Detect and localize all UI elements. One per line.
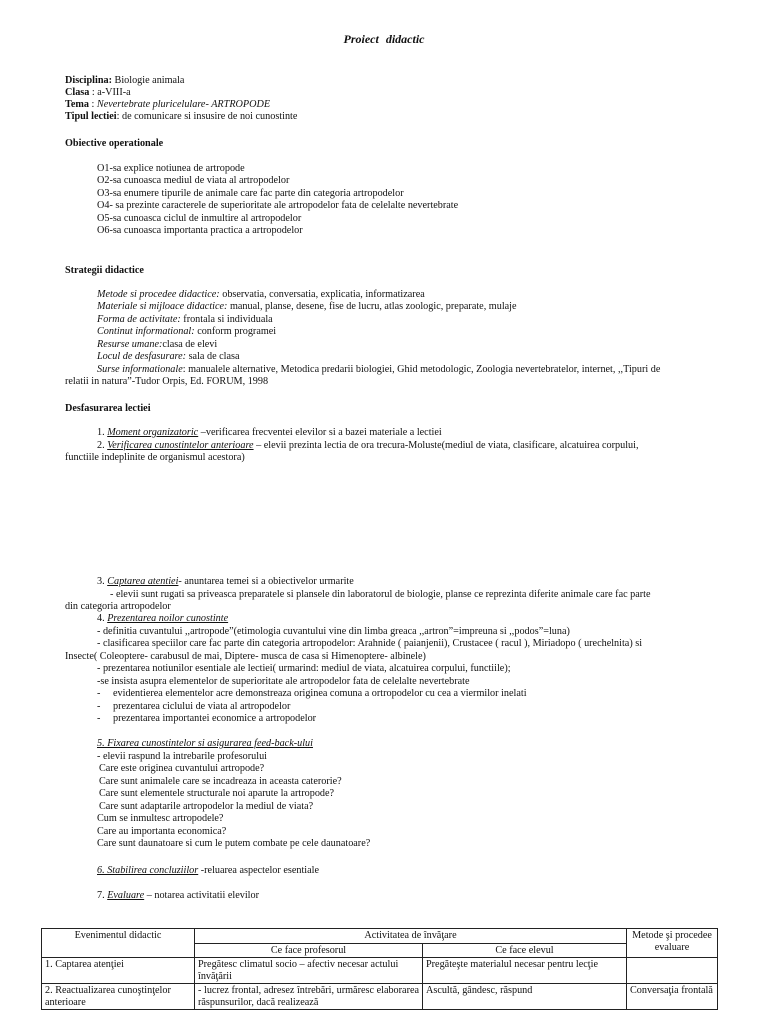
step-title: 6. Stabilirea concluziilor [97, 865, 199, 876]
step-5-title: 5. Fixarea cunostintelor si asigurarea feed-back-ului [97, 738, 313, 749]
bullet-item: - [97, 688, 101, 699]
strategy-sources-cont: relatii in natura”-Tudor Orpis, Ed. FORUM, 1998 [65, 376, 269, 387]
strategy-value: manual, planse, desene, fise de lucru, atlas zoologic, preparate, mulaje [227, 301, 517, 312]
tema-line [65, 99, 270, 112]
strategies-heading: Strategii didactice [65, 265, 144, 276]
objective-6: O6-sa cunoasca importanta practica a artropodelor [97, 225, 303, 236]
disciplina-label: Disciplina: [65, 75, 112, 86]
strategy-label: Resurse umane: [97, 339, 163, 350]
strategy-label: Locul de desfasurare: [97, 351, 187, 362]
step-number: 2. [97, 440, 108, 451]
step-number: 4. [97, 613, 108, 624]
bullet-text: prezentarea ciclului de viata al artropodelor [113, 701, 291, 712]
question: Cum se inmultesc artropodele? [97, 813, 224, 824]
step-4-line: Insecte( Coleoptere- carabusul de mai, Diptere- musca de casa si Himenoptere- albinele) [65, 651, 426, 662]
header-activity: Activitatea de învăţare [195, 929, 627, 944]
table-row [42, 958, 718, 984]
step-3-line-3: din categoria artropodelor [65, 601, 171, 612]
strategy-content [97, 326, 276, 339]
question: Care este originea cuvantului artropode? [99, 763, 265, 774]
cell-teacher: - lucrez frontal, adresez întrebări, urmăresc elaborarea răspunsurilor, dacă realizează [195, 984, 423, 1010]
disciplina-value: Biologie animala [111, 75, 185, 86]
strategy-label: Materiale si mijloace didactice: [97, 301, 228, 312]
cell-student: Ascultă, gândesc, răspund [423, 984, 627, 1010]
strategy-value: observatia, conversatia, explicatia, informatizarea [219, 289, 425, 300]
strategy-sources [97, 364, 660, 377]
step-3-line-2: - elevii sunt rugati sa priveasca preparatele si plansele din laboratorul de biologie, planse ce reprezinta diferite animale care fac parte [110, 589, 651, 600]
lesson-heading: Desfasurarea lectiei [65, 403, 151, 414]
strategy-label: Continut informational: [97, 326, 195, 337]
step-number: 1. [97, 427, 108, 438]
step-text: – elevii prezinta lectia de ora trecura-Moluste(mediul de viata, clasificare, alcatuirea corpului, [253, 440, 639, 451]
bullet-item: - [97, 701, 101, 712]
step-4-line: -se insista asupra elementelor de superioritate ale artropodelor fata de celelalte nevertebrate [97, 676, 470, 687]
strategy-location [97, 351, 240, 364]
objective-2: O2-sa cunoasca mediul de viata al artropodelor [97, 175, 290, 186]
table-header-row [42, 929, 718, 944]
cell-event: 2. Reactualizarea cunoştinţelor anterioare [42, 984, 195, 1010]
tipul-label: Tipul lectiei [65, 111, 117, 122]
cell-methods [627, 958, 718, 984]
strategy-value: : manualele alternative, Metodica predarii biologiei, Ghid metodologic, Zoologia nevertebratelor, internet, ,,Tipuri de [182, 364, 661, 375]
step-title: Moment organizatoric [107, 427, 199, 438]
strategy-materials [97, 301, 517, 314]
step-number: 3. [97, 576, 108, 587]
strategy-value: sala de clasa [186, 351, 240, 362]
step-4-line: - definitia cuvantului ,,artropode”(etimologia cuvantului vine din limba greaca ,,artron”=impreuna si ,,podos”=luna) [97, 626, 570, 637]
strategy-methods [97, 289, 425, 302]
step-number: 7. [97, 890, 108, 901]
objective-5: O5-sa cunoasca ciclul de inmultire al artropodelor [97, 213, 302, 224]
header-student: Ce face elevul [423, 943, 627, 958]
step-text: – notarea activitatii elevilor [144, 890, 259, 901]
step-7 [97, 890, 259, 903]
disciplina-line [65, 75, 184, 88]
question: Care sunt animalele care se incadreaza in aceasta caterorie? [99, 776, 342, 787]
header-teacher: Ce face profesorul [195, 943, 423, 958]
question: Care sunt daunatoare si cum le putem combate pe cele daunatoare? [97, 838, 371, 849]
objective-3: O3-sa enumere tipurile de animale care fac parte din categoria artropodelor [97, 188, 404, 199]
page-title: Proiect didactic [343, 32, 425, 46]
step-6 [97, 865, 319, 878]
step-4-line: - clasificarea speciilor care fac parte din categoria artropodelor: Arahnide ( paianjenii), Crustacee ( racul ), Miriadopo ( urechelnita) si [97, 638, 643, 649]
strategy-value: frontala si individuala [180, 314, 273, 325]
objective-4: O4- sa prezinte caracterele de superioritate ale artropodelor fata de celelalte nevertebrate [97, 200, 459, 211]
header-event: Evenimentul didactic [42, 929, 195, 958]
bullet-text: prezentarea importantei economice a artropodelor [113, 713, 317, 724]
cell-student: Pregăteşte materialul necesar pentru lecţie [423, 958, 627, 984]
tema-label: Tema [65, 99, 89, 110]
step-text: –verificarea frecventei elevilor si a bazei materiale a lectiei [198, 427, 442, 438]
step-title: Prezentarea noilor cunostinte [107, 613, 229, 624]
bullet-text: evidentierea elementelor acre demonstreaza originea comuna a ortropodelor cu cea a viermilor inelati [113, 688, 527, 699]
cell-methods: Conversaţia frontală [627, 984, 718, 1010]
step-3 [97, 576, 354, 589]
strategy-value: clasa de elevi [162, 339, 218, 350]
question: Care au importanta economica? [97, 826, 227, 837]
objective-1: O1-sa explice notiunea de artropode [97, 163, 245, 174]
cell-event: 1. Captarea atenţiei [42, 958, 195, 984]
table-row [42, 984, 718, 1010]
strategy-label: Surse informationale [97, 364, 183, 375]
tipul-line [65, 111, 297, 124]
cell-teacher: Pregătesc climatul socio – afectiv necesar actului învăţării [195, 958, 423, 984]
clasa-label: Clasa [65, 87, 90, 98]
step-2 [97, 440, 639, 453]
strategy-label: Forma de activitate: [97, 314, 181, 325]
clasa-value: : a-VIII-a [89, 87, 131, 98]
strategy-form [97, 314, 273, 327]
step-4-line: - prezentarea notiunilor esentiale ale lectiei( urmarind: mediul de viata, alcatuirea corpului, functiile); [97, 663, 511, 674]
tema-value: Nevertebrate pluricelulare- ARTROPODE [96, 99, 271, 110]
question: Care sunt adaptarile artropodelor la mediul de viata? [99, 801, 314, 812]
step-text: -reluarea aspectelor esentiale [198, 865, 319, 876]
strategy-label: Metode si procedee didactice: [97, 289, 220, 300]
clasa-line [65, 87, 131, 100]
tema-separator: : [88, 99, 97, 110]
bullet-item: - [97, 713, 101, 724]
step-2-cont: functiile indeplinite de organismul acestora) [65, 452, 245, 463]
step-title: Captarea atentiei [107, 576, 179, 587]
strategy-value: conform programei [194, 326, 277, 337]
header-methods: Metode şi procedee evaluare [627, 929, 718, 958]
question: Care sunt elementele structurale noi aparute la artropode? [99, 788, 335, 799]
objectives-heading: Obiective operationale [65, 138, 164, 149]
step-4 [97, 613, 228, 626]
strategy-resources [97, 339, 217, 352]
step-text: - anuntarea temei si a obiectivelor urmarite [178, 576, 354, 587]
step-5-intro: - elevii raspund la intrebarile profesorului [97, 751, 268, 762]
step-title: Evaluare [107, 890, 145, 901]
step-1 [97, 427, 442, 440]
tipul-value: : de comunicare si insusire de noi cunostinte [116, 111, 298, 122]
step-title: Verificarea cunostintelor anterioare [107, 440, 254, 451]
activity-table [41, 928, 718, 1010]
